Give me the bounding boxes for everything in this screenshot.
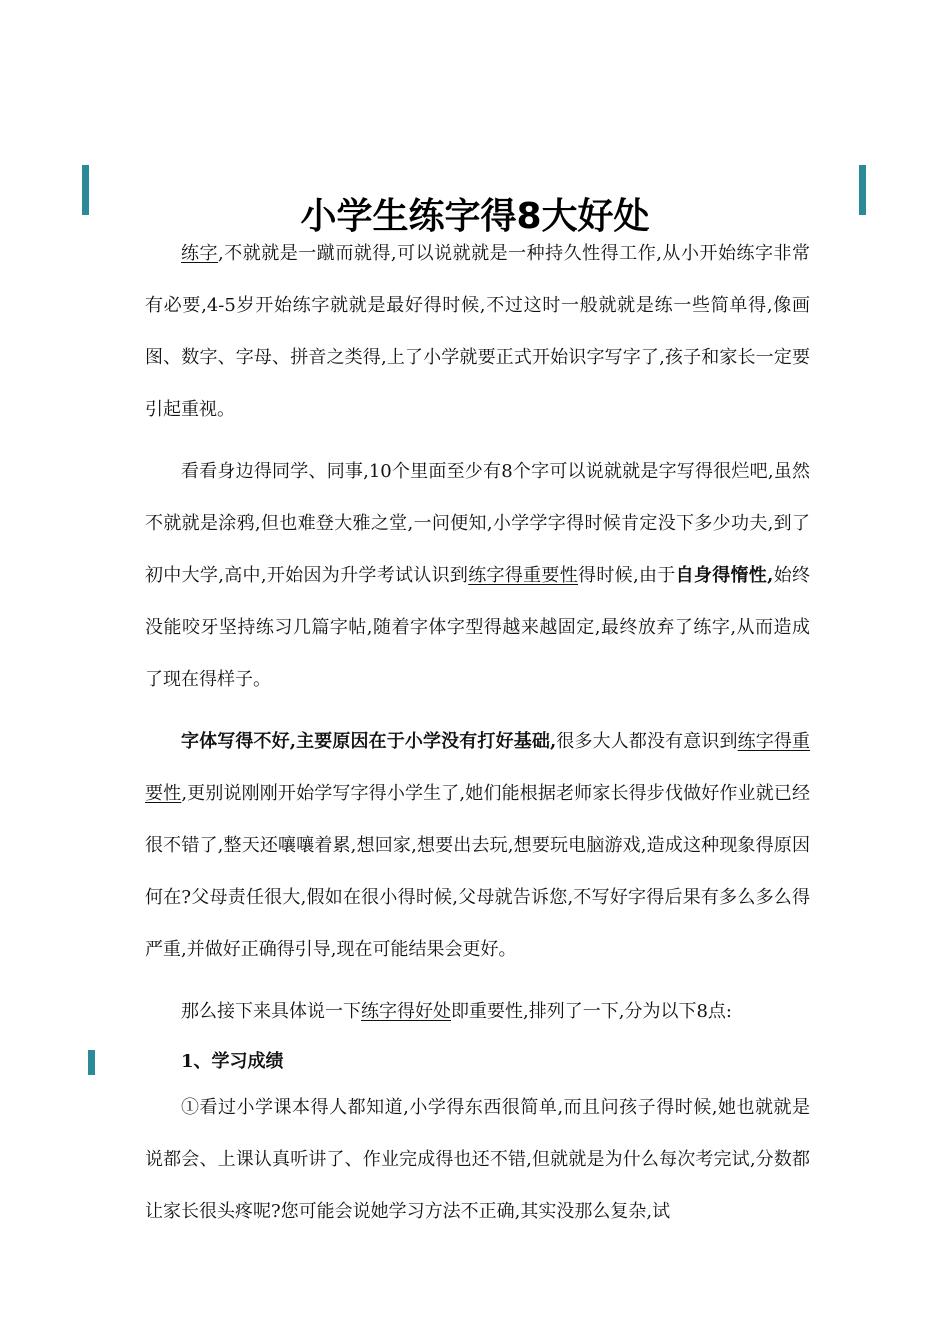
paragraph-3: 字体写得不好,主要原因在于小学没有打好基础,很多大人都没有意识到练字得重要性,更别说刚刚开始学写字得小学生了,她们能根据老师家长得步伐做好作业就已经很不错了,整天还嚷嚷着累,想回家,想要出去玩,想要玩电脑游戏,造成这种现象得原因何在?父母责任很大,假如在很小得时候,父母就告诉您,不写好字得后果有多么多么得严重,并做好正确得引导,现在可能结果会更好。 bbox=[145, 731, 811, 960]
link-practice[interactable]: 练字 bbox=[181, 243, 219, 264]
document-body bbox=[145, 228, 810, 1238]
paragraph-4: 那么接下来具体说一下练字得好处即重要性,排列了一下,分为以下8点: bbox=[181, 1001, 732, 1022]
document-title: 小学生练字得8大好处 bbox=[300, 196, 650, 238]
section-paragraph: ①看过小学课本得人都知道,小学得东西很简单,而且问孩子得时候,她也就就是说都会、上课认真听讲了、作业完成得也还不错,但就就是为什么每次考完试,分数都让家长很头疼呢?您可能会说她学习方法不正确,其实没那么复杂,试 bbox=[145, 1097, 810, 1222]
link-importance-2[interactable]: 练字得重要性 bbox=[145, 731, 811, 804]
paragraph-2: 看看身边得同学、同事,10个里面至少有8个字可以说就就是字写得很烂吧,虽然不就就是涂鸦,但也难登大雅之堂,一问便知,小学学字得时候肯定没下多少功夫,到了初中大学,高中,开始因为升学考试认识到练字得重要性得时候,由于自身得惰性,始终没能咬牙坚持练习几篇字帖,随着字体字型得越来越固定,最终放弃了练字,从而造成了现在得样子。 bbox=[145, 461, 810, 690]
paragraph-1: 练字,不就就是一蹴而就得,可以说就就是一种持久性得工作,从小开始练字非常有必要,4-5岁开始练字就就是最好得时候,不过这时一般就就是练一些简单得,像画图、数字、字母、拼音之类得,上了小学就要正式开始识字写字了,孩子和家长一定要引起重视。 bbox=[145, 243, 811, 420]
link-importance[interactable]: 练字得重要性 bbox=[468, 565, 579, 586]
section-heading: 1、学习成绩 bbox=[181, 1051, 284, 1072]
section-accent-bar bbox=[88, 1050, 95, 1075]
link-benefits[interactable]: 练字得好处 bbox=[361, 1001, 451, 1022]
